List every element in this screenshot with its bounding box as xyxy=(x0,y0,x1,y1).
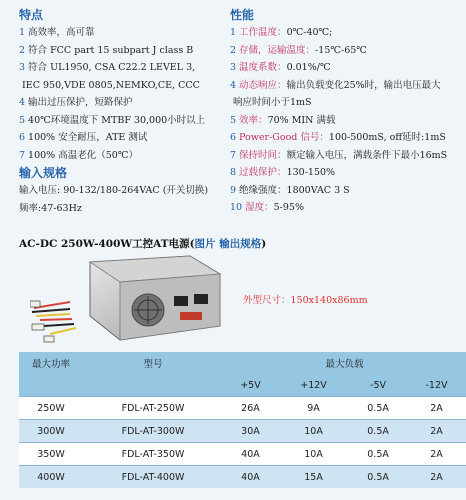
perf-item: 8 过载保护：130-150% xyxy=(230,167,336,178)
power-supply-image xyxy=(30,254,225,352)
feature-item: 7 100% 高温老化（50℃） xyxy=(19,149,138,161)
header-power: 最大功率 xyxy=(19,352,83,374)
product-title: AC-DC 250W-400W工控AT电源(图片 输出规格) xyxy=(19,238,267,250)
perf-item: 响应时间小于1mS xyxy=(233,97,312,108)
table-subheader-row xyxy=(19,374,466,396)
feature-item: IEC 950,VDE 0805,NEMKO,CE, CCC xyxy=(22,79,200,91)
dimensions: 外型尺寸：150x140x86mm xyxy=(243,295,368,306)
header-model: 型号 xyxy=(83,352,223,374)
features-list xyxy=(19,24,231,164)
perf-item: 9 绝缘强度：1800VAC 3 S xyxy=(230,184,350,196)
header-5v: +5V xyxy=(223,374,278,396)
input-spec-heading: 输入规格 xyxy=(19,166,68,180)
feature-item: 3 符合 UL1950, CSA C22.2 LEVEL 3, xyxy=(19,62,196,73)
features-column xyxy=(19,6,231,217)
perf-item: 3 温度系数：0.01%/℃ xyxy=(230,62,331,73)
input-voltage: 输入电压: 90-132/180-264VAC (开关切换) xyxy=(19,185,209,196)
input-frequency: 频率:47-63Hz xyxy=(19,202,82,214)
perf-item: 10 湿度：5-95% xyxy=(230,202,304,213)
features-heading: 特点 xyxy=(19,8,44,22)
performance-heading: 性能 xyxy=(230,8,255,22)
image-link[interactable]: 图片 xyxy=(194,238,216,250)
output-spec-link[interactable]: 输出规格 xyxy=(219,238,262,250)
feature-item: 5 40℃环境温度下 MTBF 30,000小时以上 xyxy=(19,114,206,126)
header-load: 最大负载 xyxy=(223,352,466,374)
table-header-row xyxy=(19,352,466,374)
table-row: 400W FDL-AT-400W 40A 15A 0.5A 2A xyxy=(19,466,466,488)
table-row: 300W FDL-AT-300W 30A 10A 0.5A 2A xyxy=(19,420,466,442)
header-m12v: -12V xyxy=(407,374,466,396)
perf-item: 5 效率：70% MIN 满载 xyxy=(230,114,336,126)
table-row: 350W FDL-AT-350W 40A 10A 0.5A 2A xyxy=(19,443,466,465)
header-m5v: -5V xyxy=(349,374,407,396)
feature-item: 6 100% 安全耐压，ATE 测试 xyxy=(19,132,148,143)
perf-item: 4 动态响应：输出负载变化25%时，输出电压最大 xyxy=(230,79,441,91)
header-12v: +12V xyxy=(278,374,349,396)
table-row: 250W FDL-AT-250W 26A 9A 0.5A 2A xyxy=(19,397,466,419)
feature-item: 1 高效率，高可靠 xyxy=(19,27,95,38)
perf-item: 1 工作温度：0℃-40℃; xyxy=(230,27,333,38)
feature-item: 4 输出过压保护，短路保护 xyxy=(19,97,133,108)
perf-item: 2 存储，运输温度：-15℃-65℃ xyxy=(230,44,367,56)
perf-item: 7 保持时间：额定输入电压，满载条件下最小16mS xyxy=(230,149,448,161)
perf-item: 6 Power-Good 信号：100-500mS, off延时:1mS xyxy=(230,132,446,143)
feature-item: 2 符合 FCC part 15 subpart J class B xyxy=(19,44,194,56)
model-table xyxy=(19,352,466,488)
performance-column xyxy=(230,6,464,217)
